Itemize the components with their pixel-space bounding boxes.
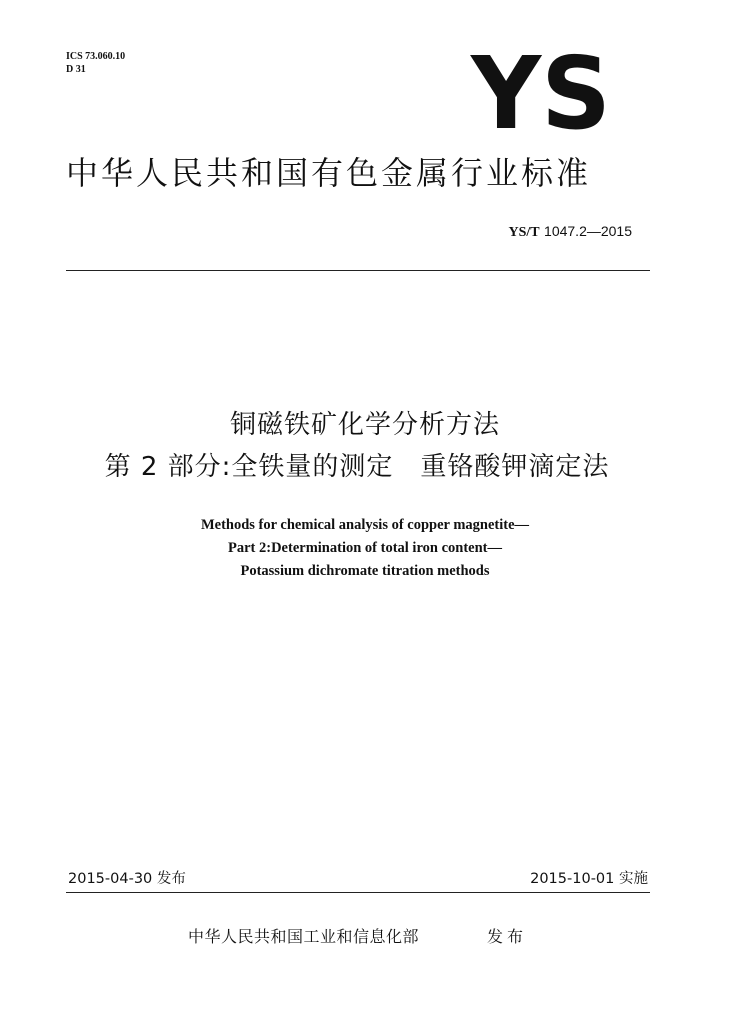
issue-date: 2015-04-30 发布 bbox=[68, 871, 186, 887]
chinese-title-line-1: 铜磁铁矿化学分析方法 bbox=[229, 410, 500, 440]
ys-logo bbox=[470, 46, 612, 138]
publish-label: 发布 bbox=[487, 927, 528, 946]
bottom-divider bbox=[66, 892, 650, 893]
classification-codes bbox=[66, 50, 125, 76]
ccs-code: D 31 bbox=[66, 64, 86, 75]
english-title-line-1: Methods for chemical analysis of copper magnetite— bbox=[200, 517, 530, 533]
standard-number bbox=[508, 222, 632, 242]
implementation-date: 2015-10-01 实施 bbox=[530, 871, 648, 887]
industry-standard-title: 中华人民共和国有色金属行业标准 bbox=[66, 154, 592, 192]
english-title-line-3: Potassium dichromate titration methods bbox=[240, 563, 490, 579]
standard-code: 1047.2—2015 bbox=[544, 223, 632, 239]
top-divider bbox=[66, 270, 650, 271]
logo-text: YS bbox=[470, 46, 611, 138]
chinese-title-line-2: 第 2 部分:全铁量的测定 重铬酸钾滴定法 bbox=[104, 452, 610, 482]
publisher-name: 中华人民共和国工业和信息化部 bbox=[188, 927, 420, 946]
ics-code: ICS 73.060.10 bbox=[66, 51, 126, 62]
standard-prefix: YS/T bbox=[508, 225, 540, 240]
english-title-line-2: Part 2:Determination of total iron content— bbox=[228, 540, 502, 556]
